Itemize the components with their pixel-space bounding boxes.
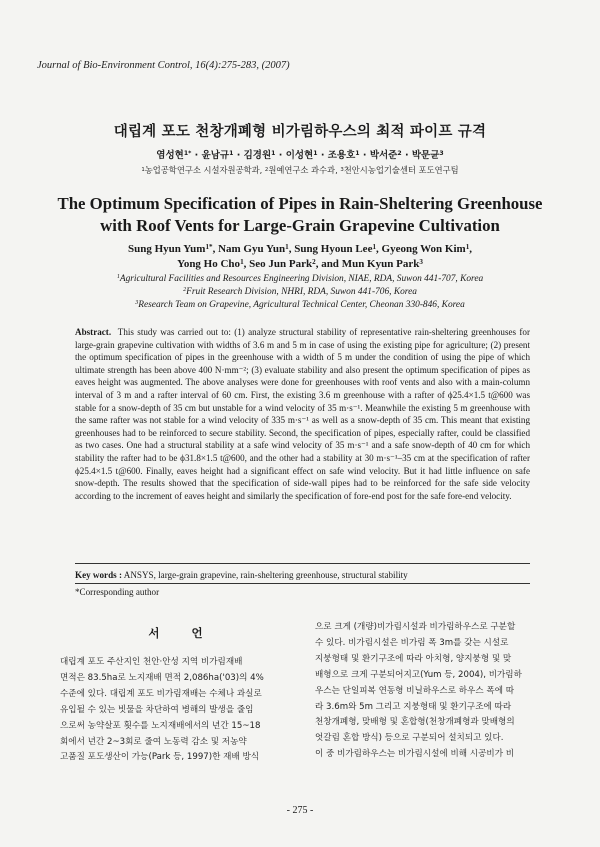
- affiliation-superscript: 1: [141, 166, 145, 173]
- body-text-line: 라 3.6m와 5m 그리고 지붕형태 및 환기구조에 따라: [315, 701, 512, 712]
- affiliation-line: [20, 286, 580, 299]
- body-text-line: 천창개폐형, 맞배형 및 혼합형(천창개폐형과 맞배형의: [315, 717, 515, 728]
- author-name: 이성현: [285, 150, 314, 161]
- body-text-line: 대립계 포도 주산지인 천안·안성 지역 비가림재배: [60, 657, 243, 667]
- author-superscript: 1: [372, 242, 377, 251]
- english-title-line: with Roof Vents for Large-Grain Grapevine Cultivation: [100, 216, 500, 235]
- affiliation-superscript: 2: [264, 166, 269, 173]
- affiliation-superscript: 2: [183, 287, 187, 294]
- body-text-line: 이 중 비가림하우스는 비가림시설에 비해 시공비가 비: [315, 749, 515, 760]
- author-superscript: 1: [285, 242, 289, 251]
- affiliation-superscript: 1: [116, 274, 120, 281]
- author-superscript: 1: [240, 257, 244, 266]
- body-text-line: 으로 크게 (개량)비가림시설과 비가림하우스로 구분할: [315, 622, 516, 632]
- author-superscript: 3: [439, 150, 444, 158]
- affiliation-superscript: 3: [135, 300, 139, 307]
- author-superscript: 3: [419, 257, 423, 266]
- author-superscript: 1: [465, 242, 470, 251]
- body-text-line: 수준에 있다. 대립계 포도 비가림재배는 수체나 과실로: [60, 688, 262, 699]
- author-name: 김경원: [243, 150, 272, 161]
- affiliation-text: Agricultural Facilities and Resources Engineering Division, NIAE, RDA, Suwon 441-707, Korea: [119, 274, 484, 284]
- divider-bottom: [75, 583, 530, 584]
- affiliation-text: 천안시농업기술센터 포도연구팀: [343, 165, 459, 175]
- english-authors: [20, 242, 580, 272]
- english-title: [20, 193, 580, 237]
- author-superscript: 1: [313, 150, 318, 158]
- author-name: 조용호: [327, 150, 356, 161]
- author-superscript: 1: [355, 150, 360, 158]
- affiliation-text: Research Team on Grapevine, Agricultural Technical Center, Cheonan 330-846, Korea: [138, 300, 465, 310]
- body-text-line: 엇갈림 혼합 방식) 등으로 구분되어 설치되고 있다.: [315, 733, 504, 744]
- keywords: [75, 569, 530, 582]
- body-column-left: [60, 655, 305, 766]
- body-column-right: [315, 620, 565, 763]
- body-text-line: 회에서 년간 2~3회로 줄여 노동력 감소 및 저농약: [60, 736, 247, 747]
- affiliation-text: 농업공학연구소 시설자원공학과,: [144, 165, 263, 175]
- keywords-label: Key words :: [75, 570, 122, 580]
- english-affiliations: [20, 273, 580, 312]
- affiliation-text: Fruit Research Division, NHRI, RDA, Suwon 441-706, Korea: [186, 287, 417, 297]
- english-authors-line: Sung Hyun Yum$^{1*}$, Nam Gyu Yun$^1$, Sung Hyoun Lee$^1$, Gyeong Won Kim$^1$,: [127, 242, 473, 255]
- english-title-line: The Optimum Specification of Pipes in Rain-Sheltering Greenhouse: [57, 194, 543, 213]
- body-text-line: 면적은 83.5ha로 노지재배 면적 2,086ha('03)의 4%: [60, 672, 264, 683]
- korean-affiliations: [0, 164, 600, 176]
- section-heading-introduction: 서 언: [148, 626, 217, 640]
- body-text-line: 고품질 포도생산이 가능(Park 등, 1997)한 재배 방식: [60, 752, 260, 763]
- author-superscript: 2: [397, 150, 402, 158]
- body-text-line: 유입될 수 있는 빗물을 차단하여 병해의 발생을 줄임: [60, 704, 254, 715]
- korean-title: 대립계 포도 천창개폐형 비가림하우스의 최적 파이프 규격: [113, 124, 487, 140]
- korean-authors: 염성현$^{1*}$ · 윤남규$^1$ · 김경원$^1$ · 이성현$^1$ · 조용호$^1$ · 박서준$^2$ · 박문균$^3$: [156, 150, 444, 161]
- page-number: - 275 -: [286, 805, 314, 816]
- affiliation-text: 원예연구소 과수과,: [268, 165, 338, 175]
- divider-top: [75, 563, 530, 564]
- affiliation-superscript: 3: [340, 166, 344, 173]
- corresponding-author-note: *Corresponding author: [75, 587, 160, 597]
- author-name: Seo Jun Park: [249, 258, 313, 270]
- body-text-line: 수 있다. 비가림시설은 비가림 폭 3m를 갖는 시설로: [315, 637, 509, 648]
- affiliation-line: [20, 273, 580, 286]
- body-text-line: 지붕형태 및 환기구조에 따라 아치형, 양지붕형 및 맞: [315, 653, 512, 664]
- affiliation-line: [20, 299, 580, 312]
- author-name: Yong Ho Cho: [177, 258, 241, 270]
- author-superscript: 1: [229, 150, 234, 158]
- abstract: [75, 326, 530, 502]
- author-superscript: 1*: [205, 242, 213, 251]
- abstract-text: This study was carried out to: (1) analyze structural stability of representative rain-sheltering greenhouses for large-grain grapevine cultivation with widths of 3.6 m and 5 m in case of using the existing pipe for agriculture; (2) present the optimum specification of pipes in the greenhouse with a width of 5 m under the condition of using the pipe of which ultimate strength has been above 400 N·mm⁻²; (3) evaluate stability and also present the optimum specification of pipes as eaves height was augmented. The above analyses were done for greenhouses with roof vents and also with a main-column interval of 3 m and a rafter interval of 60 cm. First, the existing 3.6 m greenhouse with a rafter of ϕ25.4×1.5 t@600 was stable for a snow-depth of 35 cm but unstable for a wind velocity of 35 m·s⁻¹. Meanwhile the existing 5 m greenhouse with the same rafter was not stable for a wind velocity of 335 m·s⁻¹ as well as a snow-depth of 35 cm. This meant that existing greenhouses had to be reinforced to secure stability. Second, the specification of pipes, especially rafter, could be classified as two cases. One had a structural stability at a safe wind velocity of 35 m·s⁻¹ and a safe snow-depth of 40 cm for which stability the rafter had to be ϕ31.8×1.5 t@600, and the other had a stability at 30 m·s⁻¹–35 cm at the specification of rafter ϕ25.4×1.5 t@600. Finally, eaves height had a significant effect on safe wind velocity. But it had little influence on safe snow-depth. The results showed that the specification of side-wall pipes had to be reinforced for the safe side velocity according to the increment of eaves height and similarly the specification of fore-end post for the safe fore-end velocity.: [75, 327, 530, 501]
- author-name: Gyeong Won Kim: [381, 243, 466, 255]
- english-authors-line: Yong Ho Cho$^1$, Seo Jun Park$^2$, and Mun Kyun Park$^3$: [177, 257, 423, 270]
- author-superscript: 1: [271, 150, 276, 158]
- author-name: 박서준: [369, 150, 398, 161]
- author-name: 염성현: [156, 150, 184, 161]
- abstract-label: Abstract.: [75, 327, 112, 337]
- author-name: 박문균: [411, 150, 440, 161]
- author-name: Sung Hyun Yum: [127, 243, 206, 255]
- author-superscript: 2: [312, 257, 316, 266]
- journal-citation: Journal of Bio-Environment Control, 16(4):275-283, (2007): [37, 60, 290, 71]
- body-text-line: 배형으로 크게 구분되어지고(Yum 등, 2004), 비가림하: [315, 669, 522, 680]
- author-name: Nam Gyu Yun: [218, 243, 286, 255]
- body-text-line: 우스는 단일피복 연동형 비닐하우스로 하우스 폭에 따: [315, 685, 515, 696]
- author-name: 윤남규: [201, 150, 230, 161]
- author-name: Sung Hyoun Lee: [294, 243, 373, 255]
- body-text-line: 으로써 농약살포 횟수를 노지재배에서의 년간 15~18: [60, 720, 261, 731]
- author-name: Mun Kyun Park: [341, 258, 420, 270]
- keywords-text: ANSYS, large-grain grapevine, rain-sheltering greenhouse, structural stability: [123, 570, 408, 580]
- author-superscript: 1*: [183, 150, 192, 158]
